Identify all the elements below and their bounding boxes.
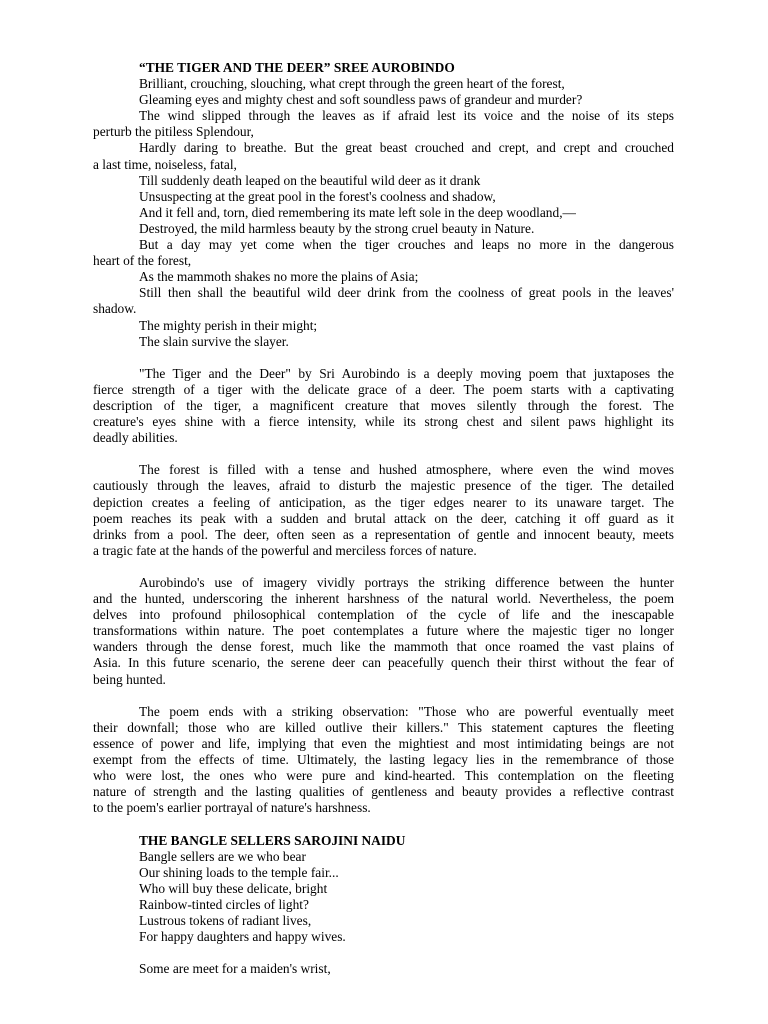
poem2-line: Lustrous tokens of radiant lives,	[139, 912, 312, 928]
document-page	[93, 60, 674, 977]
poem1-line: Destroyed, the mild harmless beauty by the strong cruel beauty in Nature.	[139, 220, 535, 236]
essay-line: deadly abilities.	[93, 430, 178, 446]
poem1-line: The mighty perish in their might;	[139, 317, 318, 333]
poem1-line: But a day may yet come when the tiger crouches and leaps no more in the dangerous	[139, 237, 674, 253]
poem1-line: Brilliant, crouching, slouching, what crept through the green heart of the forest,	[139, 76, 565, 92]
essay-line: The poem ends with a striking observation: "Those who are powerful eventually meet	[139, 703, 674, 719]
poem1-line: The wind slipped through the leaves as if afraid lest its voice and the noise of its steps	[139, 108, 674, 124]
essay-paragraph-4	[93, 704, 674, 817]
poem2-line: For happy daughters and happy wives.	[139, 929, 346, 945]
essay-line: transformations within nature. The poet contemplates a future where the majestic tiger no longer	[93, 623, 674, 639]
essay-line: fierce strength of a tiger with the delicate grace of a deer. The poem starts with a captivating	[93, 381, 674, 397]
poem1-line: As the mammoth shakes no more the plains of Asia;	[139, 269, 419, 285]
essay-line: wanders through the dense forest, much like the mammoth that once roamed the vast plains of	[93, 639, 674, 655]
essay-line: being hunted.	[93, 671, 166, 687]
essay-line: description of the tiger, a magnificent creature that moves silently through the forest. The	[93, 397, 674, 413]
essay-line: their downfall; those who are killed outlive their killers." This statement captures the fleeting	[93, 719, 674, 735]
essay-line: "The Tiger and the Deer" by Sri Aurobindo is a deeply moving poem that juxtaposes the	[139, 365, 674, 381]
poem1-line: heart of the forest,	[93, 253, 192, 269]
poem2-title: THE BANGLE SELLERS SAROJINI NAIDU	[139, 832, 406, 848]
essay-line: to the poem's earlier portrayal of nature's harshness.	[93, 800, 371, 816]
essay-paragraph-1	[93, 366, 674, 446]
essay-paragraph-2	[93, 462, 674, 559]
poem1-line: Still then shall the beautiful wild deer drink from the coolness of great pools in the leaves'	[139, 285, 674, 301]
poem2-line: Rainbow-tinted circles of light?	[139, 896, 309, 912]
essay-line: delves into profound philosophical contemplation of the cycle of life and the inescapable	[93, 607, 674, 623]
essay-line: a tragic fate at the hands of the powerful and merciless forces of nature.	[93, 542, 477, 558]
essay-line: Aurobindo's use of imagery vividly portrays the striking difference between the hunter	[139, 575, 674, 590]
essay-line: who were lost, the ones who were pure and kind-hearted. This contemplation on the fleeting	[93, 768, 674, 784]
poem1-line: a last time, noiseless, fatal,	[93, 156, 237, 172]
essay-line: exempt from the effects of time. Ultimately, the lasting legacy lies in the remembrance of those	[93, 752, 674, 768]
essay-line: and the hunted, underscoring the inherent harshness of the natural world. Nevertheless, the poem	[93, 591, 674, 607]
poem2-line: Our shining loads to the temple fair...	[139, 864, 339, 880]
essay-line: nature of strength and the lasting qualities of gentleness and beauty provides a reflective contrast	[93, 784, 674, 800]
essay-line: Asia. In this future scenario, the serene deer can peacefully quench their thirst without the fear of	[93, 655, 674, 671]
essay-line: poem reaches its peak with a sudden and brutal attack on the deer, catching it off guard as it	[93, 510, 674, 526]
essay-line: The forest is filled with a tense and hushed atmosphere, where even the wind moves	[139, 462, 674, 478]
poem1-title: “THE TIGER AND THE DEER” SREE AUROBINDO	[139, 60, 455, 75]
essay-paragraph-3	[93, 575, 674, 688]
poem1-line: perturb the pitiless Splendour,	[93, 124, 254, 140]
poem1-line: shadow.	[93, 301, 137, 317]
poem2-line: Who will buy these delicate, bright	[139, 880, 328, 896]
essay-line: drinks from a pool. The deer, often seen as a representation of gentle and innocent beauty, meets	[93, 526, 674, 542]
essay-line: cautiously through the leaves, afraid to disturb the majestic presence of the tiger. The detailed	[93, 478, 674, 494]
poem1-line: Hardly daring to breathe. But the great beast crouched and crept, and crept and crouched	[139, 140, 674, 156]
poem2-line: Bangle sellers are we who bear	[139, 848, 306, 864]
poem1-line: Unsuspecting at the great pool in the forest's coolness and shadow,	[139, 188, 496, 204]
poem1-line: The slain survive the slayer.	[139, 333, 289, 349]
poem1-line: And it fell and, torn, died remembering its mate left sole in the deep woodland,—	[139, 204, 576, 220]
essay-line: depiction creates a feeling of anticipation, as the tiger edges nearer to its unaware target. The	[93, 494, 674, 510]
essay-line: essence of power and life, implying that even the mightiest and most intimidating beings are not	[93, 735, 674, 751]
poem1-line: Gleaming eyes and mighty chest and soft soundless paws of grandeur and murder?	[139, 92, 583, 108]
poem1-line: Till suddenly death leaped on the beautiful wild deer as it drank	[139, 172, 481, 188]
poem2-line: Some are meet for a maiden's wrist,	[139, 961, 331, 977]
essay-line: creature's eyes shine with a fierce intensity, while its strong chest and silent paws highlight its	[93, 414, 674, 430]
